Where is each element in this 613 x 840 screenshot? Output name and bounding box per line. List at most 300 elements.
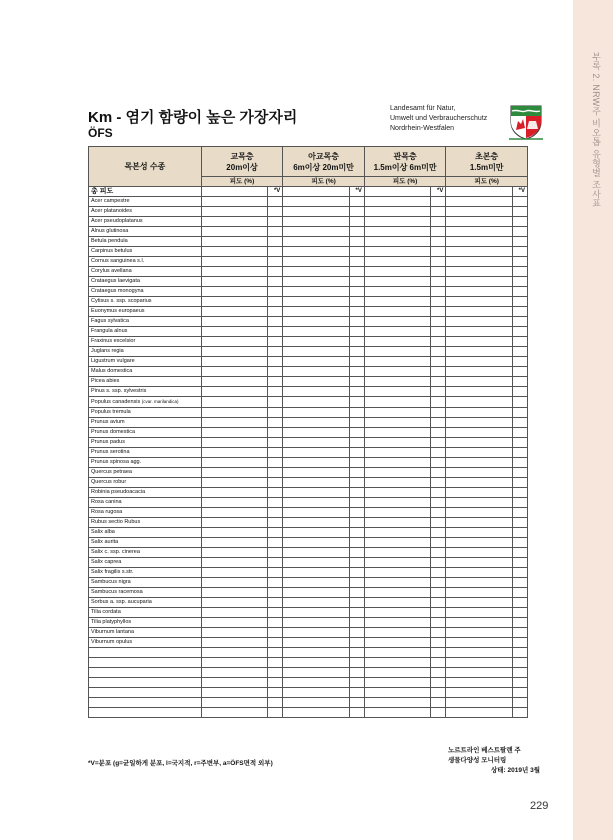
cover-cell[interactable]: [364, 237, 430, 247]
cover-cell[interactable]: [364, 187, 430, 197]
v-cell[interactable]: [431, 518, 446, 528]
v-cell[interactable]: [349, 498, 364, 508]
v-cell[interactable]: [268, 377, 283, 387]
v-cell[interactable]: [512, 618, 527, 628]
v-cell[interactable]: [512, 227, 527, 237]
v-cell[interactable]: [431, 277, 446, 287]
v-cell[interactable]: [268, 708, 283, 718]
cover-cell[interactable]: [364, 347, 430, 357]
v-cell[interactable]: [349, 578, 364, 588]
cover-cell[interactable]: [201, 648, 267, 658]
v-cell[interactable]: [431, 367, 446, 377]
cover-cell[interactable]: [201, 448, 267, 458]
v-cell[interactable]: [512, 678, 527, 688]
v-cell[interactable]: [349, 277, 364, 287]
v-cell[interactable]: [349, 518, 364, 528]
cover-cell[interactable]: [201, 598, 267, 608]
cover-cell[interactable]: [201, 628, 267, 638]
cover-cell[interactable]: [446, 618, 512, 628]
cover-cell[interactable]: [201, 327, 267, 337]
cover-cell[interactable]: [201, 418, 267, 428]
cover-cell[interactable]: [446, 548, 512, 558]
v-cell[interactable]: [268, 518, 283, 528]
cover-cell[interactable]: [201, 608, 267, 618]
cover-cell[interactable]: [201, 337, 267, 347]
v-cell[interactable]: [431, 347, 446, 357]
v-cell[interactable]: [349, 337, 364, 347]
v-cell[interactable]: [431, 227, 446, 237]
v-cell[interactable]: [512, 588, 527, 598]
cover-cell[interactable]: [364, 618, 430, 628]
v-cell[interactable]: [268, 247, 283, 257]
cover-cell[interactable]: [364, 367, 430, 377]
v-cell[interactable]: [512, 688, 527, 698]
v-cell[interactable]: [512, 197, 527, 207]
v-cell[interactable]: [268, 267, 283, 277]
v-cell[interactable]: [349, 638, 364, 648]
cover-cell[interactable]: [283, 247, 349, 257]
cover-cell[interactable]: [446, 648, 512, 658]
v-cell[interactable]: [431, 548, 446, 558]
v-cell[interactable]: [431, 608, 446, 618]
cover-cell[interactable]: [364, 648, 430, 658]
cover-cell[interactable]: [364, 227, 430, 237]
cover-cell[interactable]: [283, 387, 349, 397]
cover-cell[interactable]: [446, 297, 512, 307]
cover-cell[interactable]: [283, 237, 349, 247]
cover-cell[interactable]: [283, 428, 349, 438]
cover-cell[interactable]: [283, 317, 349, 327]
v-cell[interactable]: [431, 658, 446, 668]
v-cell[interactable]: [431, 598, 446, 608]
v-cell[interactable]: [512, 578, 527, 588]
cover-cell[interactable]: [446, 708, 512, 718]
cover-cell[interactable]: [283, 287, 349, 297]
cover-cell[interactable]: [364, 658, 430, 668]
cover-cell[interactable]: [201, 197, 267, 207]
v-cell[interactable]: [268, 337, 283, 347]
v-cell[interactable]: [512, 448, 527, 458]
v-cell[interactable]: [268, 197, 283, 207]
cover-cell[interactable]: [446, 458, 512, 468]
v-cell[interactable]: [268, 478, 283, 488]
v-cell[interactable]: [512, 237, 527, 247]
cover-cell[interactable]: [364, 588, 430, 598]
v-cell[interactable]: [431, 448, 446, 458]
v-cell[interactable]: [349, 397, 364, 408]
cover-cell[interactable]: [283, 678, 349, 688]
v-cell[interactable]: [512, 598, 527, 608]
cover-cell[interactable]: [201, 257, 267, 267]
cover-cell[interactable]: [283, 397, 349, 408]
v-cell[interactable]: [268, 438, 283, 448]
cover-cell[interactable]: [364, 468, 430, 478]
v-cell[interactable]: [268, 488, 283, 498]
species-name-blank[interactable]: [89, 708, 202, 718]
cover-cell[interactable]: [201, 478, 267, 488]
v-cell[interactable]: [512, 478, 527, 488]
v-cell[interactable]: [512, 347, 527, 357]
v-cell[interactable]: [268, 347, 283, 357]
v-cell[interactable]: [431, 688, 446, 698]
cover-cell[interactable]: [446, 598, 512, 608]
cover-cell[interactable]: [201, 538, 267, 548]
cover-cell[interactable]: [283, 377, 349, 387]
v-cell[interactable]: [512, 628, 527, 638]
v-cell[interactable]: [512, 277, 527, 287]
cover-cell[interactable]: [283, 528, 349, 538]
v-cell[interactable]: [268, 387, 283, 397]
cover-cell[interactable]: [283, 197, 349, 207]
v-cell[interactable]: [512, 568, 527, 578]
cover-cell[interactable]: [201, 688, 267, 698]
v-cell[interactable]: [349, 438, 364, 448]
v-cell[interactable]: [512, 538, 527, 548]
cover-cell[interactable]: [446, 267, 512, 277]
v-cell[interactable]: [431, 708, 446, 718]
cover-cell[interactable]: [364, 357, 430, 367]
cover-cell[interactable]: [446, 488, 512, 498]
cover-cell[interactable]: [364, 628, 430, 638]
v-cell[interactable]: [512, 247, 527, 257]
v-cell[interactable]: [512, 668, 527, 678]
cover-cell[interactable]: [364, 277, 430, 287]
cover-cell[interactable]: [283, 568, 349, 578]
cover-cell[interactable]: [201, 367, 267, 377]
cover-cell[interactable]: [446, 608, 512, 618]
v-cell[interactable]: [268, 217, 283, 227]
cover-cell[interactable]: [446, 588, 512, 598]
v-cell[interactable]: [431, 698, 446, 708]
v-cell[interactable]: [431, 588, 446, 598]
v-cell[interactable]: [512, 638, 527, 648]
cover-cell[interactable]: [446, 638, 512, 648]
v-cell[interactable]: [431, 307, 446, 317]
v-cell[interactable]: [349, 528, 364, 538]
cover-cell[interactable]: [283, 327, 349, 337]
cover-cell[interactable]: [364, 207, 430, 217]
cover-cell[interactable]: [201, 397, 267, 408]
cover-cell[interactable]: [364, 217, 430, 227]
v-cell[interactable]: [349, 538, 364, 548]
v-cell[interactable]: [512, 498, 527, 508]
cover-cell[interactable]: [201, 468, 267, 478]
v-cell[interactable]: [431, 498, 446, 508]
v-cell[interactable]: [268, 307, 283, 317]
cover-cell[interactable]: [201, 187, 267, 197]
v-cell[interactable]: [268, 418, 283, 428]
cover-cell[interactable]: [446, 207, 512, 217]
v-cell[interactable]: [349, 418, 364, 428]
cover-cell[interactable]: [201, 307, 267, 317]
cover-cell[interactable]: [446, 347, 512, 357]
cover-cell[interactable]: [364, 337, 430, 347]
cover-cell[interactable]: [283, 187, 349, 197]
cover-cell[interactable]: [283, 367, 349, 377]
cover-cell[interactable]: [283, 518, 349, 528]
cover-cell[interactable]: [283, 257, 349, 267]
cover-cell[interactable]: [201, 618, 267, 628]
cover-cell[interactable]: [283, 618, 349, 628]
v-cell[interactable]: [512, 488, 527, 498]
v-cell[interactable]: [268, 498, 283, 508]
cover-cell[interactable]: [201, 508, 267, 518]
cover-cell[interactable]: [283, 628, 349, 638]
cover-cell[interactable]: [201, 237, 267, 247]
v-cell[interactable]: [349, 468, 364, 478]
cover-cell[interactable]: [364, 708, 430, 718]
cover-cell[interactable]: [446, 698, 512, 708]
v-cell[interactable]: [349, 658, 364, 668]
v-cell[interactable]: [268, 538, 283, 548]
v-cell[interactable]: [268, 327, 283, 337]
v-cell[interactable]: [349, 698, 364, 708]
v-cell[interactable]: [431, 337, 446, 347]
cover-cell[interactable]: [283, 508, 349, 518]
cover-cell[interactable]: [446, 408, 512, 418]
cover-cell[interactable]: [364, 267, 430, 277]
v-cell[interactable]: [431, 408, 446, 418]
v-cell[interactable]: [512, 317, 527, 327]
v-cell[interactable]: [512, 287, 527, 297]
v-cell[interactable]: [431, 638, 446, 648]
cover-cell[interactable]: [364, 397, 430, 408]
cover-cell[interactable]: [364, 528, 430, 538]
cover-cell[interactable]: [364, 448, 430, 458]
v-cell[interactable]: [512, 428, 527, 438]
v-cell[interactable]: [349, 287, 364, 297]
cover-cell[interactable]: [201, 588, 267, 598]
cover-cell[interactable]: [283, 357, 349, 367]
v-cell[interactable]: [512, 327, 527, 337]
v-cell[interactable]: [512, 528, 527, 538]
cover-cell[interactable]: [446, 568, 512, 578]
v-cell[interactable]: [349, 708, 364, 718]
species-name-blank[interactable]: [89, 678, 202, 688]
v-cell[interactable]: [349, 608, 364, 618]
v-cell[interactable]: [512, 468, 527, 478]
v-cell[interactable]: [349, 478, 364, 488]
v-cell[interactable]: [268, 408, 283, 418]
v-cell[interactable]: [268, 397, 283, 408]
cover-cell[interactable]: [201, 387, 267, 397]
v-cell[interactable]: [268, 698, 283, 708]
cover-cell[interactable]: [201, 488, 267, 498]
cover-cell[interactable]: [364, 438, 430, 448]
cover-cell[interactable]: [201, 408, 267, 418]
cover-cell[interactable]: [283, 217, 349, 227]
v-cell[interactable]: [512, 387, 527, 397]
cover-cell[interactable]: [201, 217, 267, 227]
cover-cell[interactable]: [283, 688, 349, 698]
cover-cell[interactable]: [283, 458, 349, 468]
v-cell[interactable]: [431, 618, 446, 628]
v-cell[interactable]: [268, 658, 283, 668]
cover-cell[interactable]: [283, 538, 349, 548]
v-cell[interactable]: [268, 608, 283, 618]
cover-cell[interactable]: [446, 277, 512, 287]
cover-cell[interactable]: [283, 438, 349, 448]
cover-cell[interactable]: [446, 337, 512, 347]
cover-cell[interactable]: [283, 227, 349, 237]
cover-cell[interactable]: [364, 458, 430, 468]
v-cell[interactable]: [512, 408, 527, 418]
cover-cell[interactable]: [283, 267, 349, 277]
cover-cell[interactable]: [446, 237, 512, 247]
v-cell[interactable]: [431, 237, 446, 247]
cover-cell[interactable]: [446, 247, 512, 257]
v-cell[interactable]: [268, 568, 283, 578]
v-cell[interactable]: [512, 377, 527, 387]
v-cell[interactable]: [349, 257, 364, 267]
v-cell[interactable]: [268, 558, 283, 568]
v-cell[interactable]: [512, 307, 527, 317]
cover-cell[interactable]: [446, 678, 512, 688]
cover-cell[interactable]: [446, 508, 512, 518]
v-cell[interactable]: [512, 518, 527, 528]
cover-cell[interactable]: [283, 408, 349, 418]
cover-cell[interactable]: [201, 698, 267, 708]
cover-cell[interactable]: [364, 418, 430, 428]
cover-cell[interactable]: [364, 327, 430, 337]
cover-cell[interactable]: [283, 638, 349, 648]
v-cell[interactable]: [268, 578, 283, 588]
v-cell[interactable]: [431, 508, 446, 518]
v-cell[interactable]: [268, 528, 283, 538]
v-cell[interactable]: [431, 197, 446, 207]
v-cell[interactable]: [431, 538, 446, 548]
cover-cell[interactable]: [446, 668, 512, 678]
cover-cell[interactable]: [364, 247, 430, 257]
cover-cell[interactable]: [446, 217, 512, 227]
cover-cell[interactable]: [283, 448, 349, 458]
cover-cell[interactable]: [201, 668, 267, 678]
v-cell[interactable]: [268, 317, 283, 327]
cover-cell[interactable]: [446, 538, 512, 548]
v-cell[interactable]: [349, 357, 364, 367]
cover-cell[interactable]: [283, 488, 349, 498]
v-cell[interactable]: [268, 277, 283, 287]
species-name-blank[interactable]: [89, 688, 202, 698]
cover-cell[interactable]: [446, 397, 512, 408]
cover-cell[interactable]: [201, 428, 267, 438]
v-cell[interactable]: [431, 578, 446, 588]
cover-cell[interactable]: [283, 468, 349, 478]
v-cell[interactable]: [431, 207, 446, 217]
v-cell[interactable]: [268, 367, 283, 377]
cover-cell[interactable]: [364, 518, 430, 528]
cover-cell[interactable]: [364, 558, 430, 568]
v-cell[interactable]: [512, 337, 527, 347]
cover-cell[interactable]: [201, 207, 267, 217]
v-cell[interactable]: [512, 608, 527, 618]
cover-cell[interactable]: [364, 538, 430, 548]
cover-cell[interactable]: [201, 377, 267, 387]
cover-cell[interactable]: [446, 438, 512, 448]
v-cell[interactable]: [349, 267, 364, 277]
v-cell[interactable]: [431, 488, 446, 498]
v-cell[interactable]: [349, 367, 364, 377]
v-cell[interactable]: [431, 468, 446, 478]
v-cell[interactable]: [268, 688, 283, 698]
cover-cell[interactable]: [446, 688, 512, 698]
v-cell[interactable]: [431, 668, 446, 678]
v-cell[interactable]: [349, 428, 364, 438]
v-cell[interactable]: [268, 508, 283, 518]
v-cell[interactable]: [268, 638, 283, 648]
v-cell[interactable]: [349, 307, 364, 317]
v-cell[interactable]: [349, 217, 364, 227]
v-cell[interactable]: [512, 508, 527, 518]
v-cell[interactable]: [268, 428, 283, 438]
cover-cell[interactable]: [201, 277, 267, 287]
cover-cell[interactable]: [201, 548, 267, 558]
cover-cell[interactable]: [283, 548, 349, 558]
v-cell[interactable]: [431, 438, 446, 448]
species-name-blank[interactable]: [89, 658, 202, 668]
v-cell[interactable]: [512, 207, 527, 217]
v-cell[interactable]: [349, 688, 364, 698]
cover-cell[interactable]: [201, 558, 267, 568]
v-cell[interactable]: [268, 297, 283, 307]
cover-cell[interactable]: [364, 377, 430, 387]
cover-cell[interactable]: [364, 508, 430, 518]
cover-cell[interactable]: [283, 498, 349, 508]
v-cell[interactable]: [268, 287, 283, 297]
cover-cell[interactable]: [283, 698, 349, 708]
cover-cell[interactable]: [446, 327, 512, 337]
v-cell[interactable]: [268, 448, 283, 458]
cover-cell[interactable]: [364, 307, 430, 317]
cover-cell[interactable]: [364, 608, 430, 618]
cover-cell[interactable]: [201, 658, 267, 668]
v-cell[interactable]: [512, 257, 527, 267]
v-cell[interactable]: [349, 347, 364, 357]
cover-cell[interactable]: [364, 548, 430, 558]
cover-cell[interactable]: [364, 488, 430, 498]
cover-cell[interactable]: [446, 387, 512, 397]
v-cell[interactable]: [268, 648, 283, 658]
v-cell[interactable]: [349, 317, 364, 327]
v-cell[interactable]: [512, 438, 527, 448]
cover-cell[interactable]: [201, 317, 267, 327]
v-cell[interactable]: [349, 448, 364, 458]
cover-cell[interactable]: [283, 277, 349, 287]
cover-cell[interactable]: [364, 317, 430, 327]
v-cell[interactable]: [512, 217, 527, 227]
cover-cell[interactable]: [446, 418, 512, 428]
v-cell[interactable]: [431, 357, 446, 367]
v-cell[interactable]: [268, 357, 283, 367]
cover-cell[interactable]: [446, 377, 512, 387]
cover-cell[interactable]: [446, 528, 512, 538]
v-cell[interactable]: [431, 397, 446, 408]
v-cell[interactable]: [431, 247, 446, 257]
cover-cell[interactable]: [283, 588, 349, 598]
cover-cell[interactable]: [364, 498, 430, 508]
cover-cell[interactable]: [283, 558, 349, 568]
cover-cell[interactable]: [446, 658, 512, 668]
v-cell[interactable]: [431, 217, 446, 227]
cover-cell[interactable]: [364, 287, 430, 297]
cover-cell[interactable]: [364, 688, 430, 698]
cover-cell[interactable]: [201, 638, 267, 648]
v-cell[interactable]: [431, 568, 446, 578]
cover-cell[interactable]: [364, 698, 430, 708]
cover-cell[interactable]: [283, 578, 349, 588]
v-cell[interactable]: [349, 197, 364, 207]
cover-cell[interactable]: [364, 257, 430, 267]
